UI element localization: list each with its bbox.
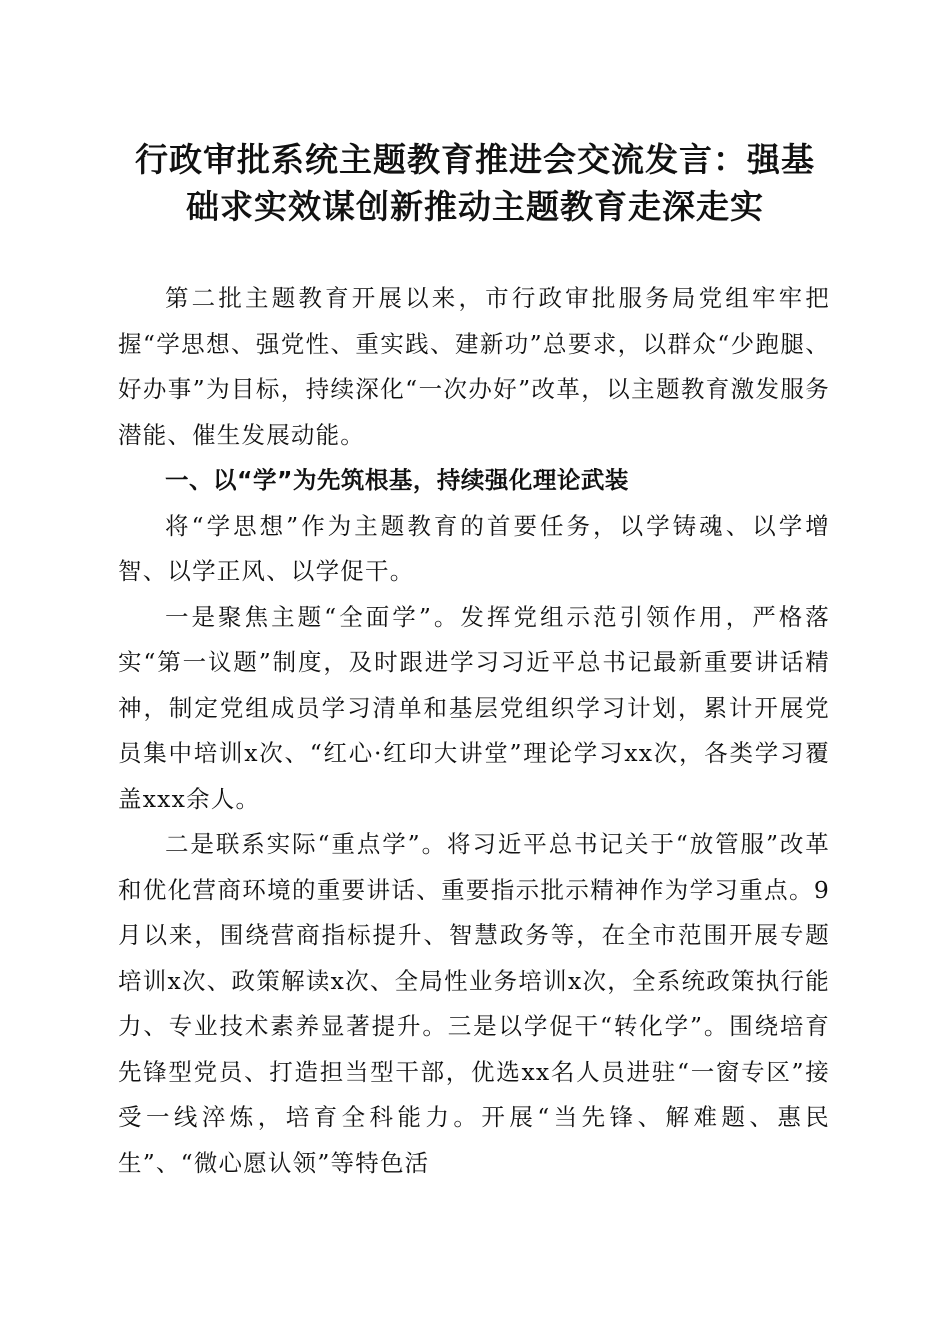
title-line-1: 行政审批系统主题教育推进会交流发言：强基 (135, 140, 815, 179)
point-2-paragraph: 二是联系实际“重点学”。将习近平总书记关于“放管服”改革和优化营商环境的重要讲话、重要指示批示精神作为学习重点。9月以来，围绕营商指标提升、智慧政务等，在全市范围开展专题培训x次、政策解读x次、全局性业务培训x次，全系统政策执行能力、专业技术素养显著提升。三是以学促干“转化学”。围绕培育先锋型党员、打造担当型干部，优选xx名人员进驻“一窗专区”接受一线淬炼，培育全科能力。开展“当先锋、解难题、惠民生”、“微心愿认领”等特色活 (118, 830, 830, 1177)
section-heading-1: 一、以“学”为先筑根基，持续强化理论武装 (165, 466, 629, 494)
point-1-paragraph: 一是聚焦主题“全面学”。发挥党组示范引领作用，严格落实“第一议题”制度，及时跟进学习习近平总书记最新重要讲话精神，制定党组成员学习清单和基层党组织学习计划，累计开展党员集中培训x次、“红心·红印大讲堂”理论学习xx次，各类学习覆盖xxx余人。 (118, 602, 830, 813)
title-line-2: 础求实效谋创新推动主题教育走深走实 (186, 187, 764, 226)
intro-paragraph: 第二批主题教育开展以来，市行政审批服务局党组牢牢把握“学思想、强党性、重实践、建新功”总要求，以群众“少跑腿、好办事”为目标，持续深化“一次办好”改革，以主题教育激发服务潜能、催生发展动能。 (118, 284, 830, 449)
document-title (100, 136, 850, 230)
section-1-lead-paragraph: 将“学思想”作为主题教育的首要任务，以学铸魂、以学增智、以学正风、以学促干。 (118, 511, 830, 585)
document-body (118, 276, 830, 1186)
